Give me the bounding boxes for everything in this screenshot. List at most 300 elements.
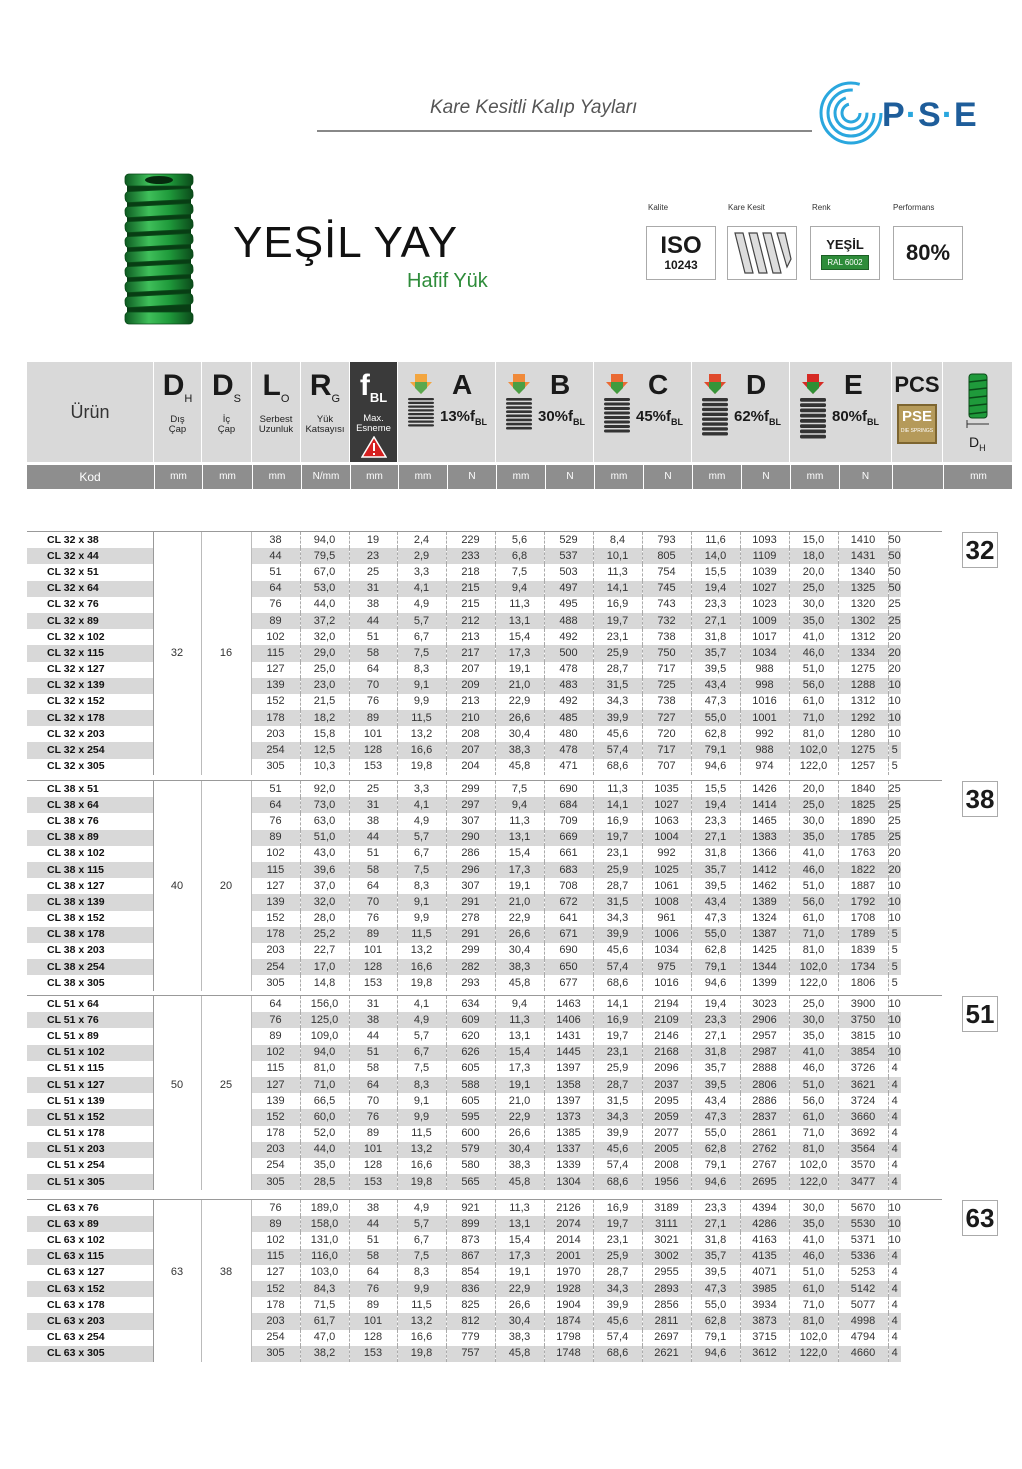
value-cell: 207 [446, 662, 495, 678]
catalog-subtitle: Kare Kesitli Kalıp Yayları [430, 97, 638, 118]
table-row [27, 959, 901, 975]
value-cell: 203 [251, 726, 300, 742]
value-cell: 27,1 [691, 1028, 740, 1044]
value-cell: 16,6 [397, 1158, 446, 1174]
unit-cell: mm [496, 465, 545, 489]
group-b-header [496, 362, 593, 462]
value-cell: 60,0 [300, 1109, 349, 1125]
value-cell: 31 [349, 581, 397, 597]
value-cell: 79,1 [691, 1158, 740, 1174]
value-cell: 212 [446, 613, 495, 629]
unit-cell: mm [398, 465, 447, 489]
value-cell: 1340 [838, 564, 888, 580]
value-cell: 15,4 [495, 629, 544, 645]
value-cell: 725 [642, 678, 691, 694]
value-cell: 25,9 [593, 1249, 642, 1265]
value-cell: 921 [446, 1200, 495, 1216]
value-cell: 28,7 [593, 878, 642, 894]
value-cell: 45,6 [593, 1142, 642, 1158]
value-cell: 3854 [838, 1045, 888, 1061]
value-cell: 53,0 [300, 581, 349, 597]
table-row [27, 1061, 901, 1077]
value-cell: 2695 [740, 1174, 789, 1190]
product-code: CL 38 x 203 [27, 943, 153, 959]
table-row [27, 1346, 901, 1362]
value-cell: 961 [642, 911, 691, 927]
value-cell: 41,0 [789, 846, 838, 862]
value-cell: 125,0 [300, 1012, 349, 1028]
value-cell: 707 [642, 759, 691, 775]
value-cell: 1035 [642, 781, 691, 797]
value-cell: 46,0 [789, 1061, 838, 1077]
value-cell: 58 [349, 645, 397, 661]
value-cell: 3477 [838, 1174, 888, 1190]
value-cell: 153 [349, 1174, 397, 1190]
group-a-header [398, 362, 495, 462]
value-cell: 23,3 [691, 597, 740, 613]
value-cell: 64 [349, 1265, 397, 1281]
value-cell: 480 [544, 726, 593, 742]
value-cell: 94,0 [300, 1045, 349, 1061]
product-title: YEŞİL YAY [233, 218, 459, 267]
value-cell: 23,3 [691, 1012, 740, 1028]
value-cell: 14,0 [691, 548, 740, 564]
value-cell: 7,5 [397, 645, 446, 661]
product-code: CL 63 x 115 [27, 1249, 153, 1265]
value-cell: 31,8 [691, 629, 740, 645]
value-cell: 25,0 [789, 581, 838, 597]
value-cell: 3692 [838, 1126, 888, 1142]
value-cell: 71,0 [789, 1126, 838, 1142]
value-cell: 31,8 [691, 846, 740, 862]
table-row [27, 1045, 901, 1061]
value-cell: 70 [349, 894, 397, 910]
value-cell: 209 [446, 678, 495, 694]
outer-diameter: 32 [153, 645, 201, 661]
value-cell: 483 [544, 678, 593, 694]
value-cell: 3612 [740, 1346, 789, 1362]
value-cell: 215 [446, 597, 495, 613]
value-cell: 89 [349, 1297, 397, 1313]
value-cell: 5253 [838, 1265, 888, 1281]
value-cell: 37,0 [300, 878, 349, 894]
value-cell: 64 [349, 878, 397, 894]
value-cell: 21,0 [495, 894, 544, 910]
value-cell: 500 [544, 645, 593, 661]
value-cell: 13,2 [397, 1142, 446, 1158]
value-cell: 139 [251, 1093, 300, 1109]
value-cell: 690 [544, 943, 593, 959]
inner-diameter [201, 1346, 251, 1362]
unit-cell: N [643, 465, 692, 489]
value-cell: 44,0 [300, 1142, 349, 1158]
value-cell: 5,6 [495, 532, 544, 548]
inner-diameter [201, 1330, 251, 1346]
value-cell: 650 [544, 959, 593, 975]
table-row [27, 911, 901, 927]
value-cell: 31,5 [593, 894, 642, 910]
value-cell: 471 [544, 759, 593, 775]
value-cell: 47,3 [691, 1281, 740, 1297]
value-cell: 1004 [642, 830, 691, 846]
value-cell: 4660 [838, 1346, 888, 1362]
value-cell: 307 [446, 813, 495, 829]
value-cell: 8,3 [397, 662, 446, 678]
table-row [27, 813, 901, 829]
value-cell: 2037 [642, 1077, 691, 1093]
value-cell: 39,9 [593, 927, 642, 943]
header-divider [317, 130, 812, 132]
product-code: CL 32 x 115 [27, 645, 153, 661]
value-cell: 39,5 [691, 1077, 740, 1093]
value-cell: 3621 [838, 1077, 888, 1093]
value-cell: 19,4 [691, 797, 740, 813]
outer-diameter [153, 1330, 201, 1346]
value-cell: 10 [888, 1233, 901, 1246]
value-cell: 26,6 [495, 1297, 544, 1313]
value-cell: 5336 [838, 1249, 888, 1265]
value-cell: 4 [888, 1077, 901, 1093]
inner-diameter [201, 581, 251, 597]
value-cell: 497 [544, 581, 593, 597]
value-cell: 4071 [740, 1265, 789, 1281]
inner-diameter [201, 862, 251, 878]
value-cell: 11,5 [397, 1126, 446, 1142]
value-cell: 14,1 [593, 797, 642, 813]
size-group-badge: 32 [962, 532, 998, 568]
unit-cell: N [839, 465, 891, 489]
table-row [27, 629, 901, 645]
performance-value: 80% [905, 240, 951, 265]
badge-label-performance: Performans [893, 203, 935, 212]
table-row [27, 710, 901, 726]
value-cell: 1463 [544, 996, 593, 1012]
table-row [27, 797, 901, 813]
inner-diameter [201, 996, 251, 1012]
value-cell: 1337 [544, 1142, 593, 1158]
inner-diameter [201, 894, 251, 910]
warning-icon [361, 436, 387, 458]
value-cell: 189,0 [300, 1200, 349, 1216]
value-cell: 708 [544, 878, 593, 894]
group-letter: E [844, 369, 863, 400]
value-cell: 27,1 [691, 830, 740, 846]
value-cell: 16,9 [593, 597, 642, 613]
value-cell: 81,0 [300, 1061, 349, 1077]
value-cell: 25,9 [593, 1061, 642, 1077]
value-cell: 4286 [740, 1216, 789, 1232]
value-cell: 10 [888, 1029, 901, 1042]
product-code: CL 51 x 203 [27, 1142, 153, 1158]
value-cell: 1763 [838, 846, 888, 862]
value-cell: 1039 [740, 564, 789, 580]
value-cell: 1001 [740, 710, 789, 726]
value-cell: 51 [349, 846, 397, 862]
value-cell: 44 [251, 548, 300, 564]
value-cell: 2957 [740, 1028, 789, 1044]
value-cell: 19,7 [593, 1028, 642, 1044]
value-cell: 39,5 [691, 1265, 740, 1281]
value-cell: 1445 [544, 1045, 593, 1061]
value-cell: 1385 [544, 1126, 593, 1142]
value-cell: 203 [251, 1142, 300, 1158]
value-cell: 44 [349, 613, 397, 629]
value-cell: 16,6 [397, 959, 446, 975]
inner-diameter [201, 1200, 251, 1216]
value-cell: 38 [251, 532, 300, 548]
value-cell: 46,0 [789, 645, 838, 661]
value-cell: 41,0 [789, 629, 838, 645]
value-cell: 68,6 [593, 975, 642, 991]
value-cell: 22,9 [495, 694, 544, 710]
inner-diameter [201, 1126, 251, 1142]
value-cell: 9,9 [397, 911, 446, 927]
inner-diameter [201, 548, 251, 564]
value-cell: 2,4 [397, 532, 446, 548]
value-cell: 44 [349, 1028, 397, 1044]
value-cell: 19,4 [691, 996, 740, 1012]
value-cell: 89 [349, 710, 397, 726]
value-cell: 5,7 [397, 830, 446, 846]
inner-diameter [201, 694, 251, 710]
value-cell: 11,3 [593, 781, 642, 797]
value-cell: 51,0 [789, 1265, 838, 1281]
value-cell: 1734 [838, 959, 888, 975]
value-cell: 128 [349, 1330, 397, 1346]
value-cell: 12,5 [300, 742, 349, 758]
value-cell: 683 [544, 862, 593, 878]
outer-diameter [153, 710, 201, 726]
value-cell: 3,3 [397, 781, 446, 797]
outer-diameter [153, 1174, 201, 1190]
value-cell: 15,5 [691, 564, 740, 580]
value-cell: 20 [888, 847, 901, 860]
value-cell: 229 [446, 532, 495, 548]
value-cell: 61,7 [300, 1313, 349, 1329]
value-cell: 38,3 [495, 1330, 544, 1346]
value-cell: 4 [891, 1159, 898, 1172]
value-cell: 9,4 [495, 797, 544, 813]
value-cell: 94,6 [691, 759, 740, 775]
value-cell: 4 [888, 1174, 901, 1190]
table-row [27, 1142, 901, 1158]
value-cell: 2194 [642, 996, 691, 1012]
green-spring-icon [123, 172, 195, 328]
value-cell: 102 [251, 1045, 300, 1061]
outer-diameter [153, 996, 201, 1012]
product-code: CL 63 x 254 [27, 1330, 153, 1346]
value-cell: 720 [642, 726, 691, 742]
value-cell: 204 [446, 759, 495, 775]
value-cell: 32,0 [300, 894, 349, 910]
value-cell: 19,1 [495, 1077, 544, 1093]
value-cell: 56,0 [789, 894, 838, 910]
outer-diameter [153, 1109, 201, 1125]
value-cell: 50 [888, 533, 901, 546]
value-cell: 13,1 [495, 830, 544, 846]
value-cell: 1334 [838, 645, 888, 661]
value-cell: 71,0 [789, 1297, 838, 1313]
value-cell: 4 [888, 1142, 901, 1158]
value-cell: 39,5 [691, 878, 740, 894]
value-cell: 1302 [838, 613, 888, 629]
value-cell: 1288 [838, 678, 888, 694]
value-cell: 282 [446, 959, 495, 975]
value-cell: 1839 [838, 943, 888, 959]
value-cell: 9,9 [397, 1109, 446, 1125]
value-cell: 293 [446, 975, 495, 991]
pse-logo-icon [818, 80, 884, 146]
value-cell: 4 [891, 1127, 898, 1140]
inner-diameter [201, 613, 251, 629]
value-cell: 19,8 [397, 975, 446, 991]
value-cell: 30,0 [789, 1012, 838, 1028]
value-cell: 62,8 [691, 1142, 740, 1158]
table-row [27, 564, 901, 580]
value-cell: 3934 [740, 1297, 789, 1313]
value-cell: 64 [349, 662, 397, 678]
brand-logo: P·S·E [882, 96, 978, 134]
value-cell: 25 [888, 814, 901, 827]
value-cell: 71,5 [300, 1297, 349, 1313]
value-cell: 122,0 [789, 1174, 838, 1190]
value-cell: 23 [349, 548, 397, 564]
table-row [27, 1012, 901, 1028]
value-cell: 25,0 [789, 797, 838, 813]
table-row [27, 581, 901, 597]
product-code: CL 38 x 102 [27, 846, 153, 862]
value-cell: 81,0 [789, 1142, 838, 1158]
value-cell: 1312 [838, 629, 888, 645]
value-cell: 1304 [544, 1174, 593, 1190]
value-cell: 1904 [544, 1297, 593, 1313]
value-cell: 5077 [838, 1297, 888, 1313]
value-cell: 13,1 [495, 1028, 544, 1044]
value-cell: 854 [446, 1265, 495, 1281]
value-cell: 43,4 [691, 1093, 740, 1109]
value-cell: 19,7 [593, 830, 642, 846]
table-row [27, 1232, 901, 1248]
value-cell: 11,5 [397, 927, 446, 943]
value-cell: 178 [251, 927, 300, 943]
value-cell: 7,5 [495, 781, 544, 797]
table-row [27, 1174, 901, 1190]
product-code: CL 32 x 127 [27, 662, 153, 678]
pse-stamp-icon: PSE DIE SPRINGS [897, 404, 937, 444]
value-cell: 2893 [642, 1281, 691, 1297]
table-row [27, 975, 901, 991]
outer-diameter [153, 581, 201, 597]
value-cell: 89 [251, 830, 300, 846]
inner-diameter [201, 943, 251, 959]
product-code: CL 63 x 127 [27, 1265, 153, 1281]
value-cell: 51,0 [300, 830, 349, 846]
value-cell: 31,5 [593, 1093, 642, 1109]
value-cell: 672 [544, 894, 593, 910]
badge-label-section: Kare Kesit [728, 203, 765, 212]
value-cell: 208 [446, 726, 495, 742]
value-cell: 62,8 [691, 1313, 740, 1329]
value-cell: 35,0 [789, 613, 838, 629]
value-cell: 158,0 [300, 1216, 349, 1232]
value-cell: 5 [888, 927, 901, 943]
unit-cell: mm [594, 465, 643, 489]
value-cell: 537 [544, 548, 593, 564]
value-cell: 1292 [838, 710, 888, 726]
product-code: CL 38 x 254 [27, 959, 153, 975]
table-row [27, 597, 901, 613]
inner-diameter [201, 710, 251, 726]
inner-diameter [201, 813, 251, 829]
table-row [27, 742, 901, 758]
product-code: CL 32 x 139 [27, 678, 153, 694]
value-cell: 51 [251, 781, 300, 797]
value-cell: 1027 [642, 797, 691, 813]
value-cell: 299 [446, 943, 495, 959]
value-cell: 71,0 [789, 710, 838, 726]
value-cell: 152 [251, 911, 300, 927]
inner-diameter [201, 1109, 251, 1125]
value-cell: 6,7 [397, 629, 446, 645]
value-cell: 5 [891, 976, 898, 989]
value-cell: 5530 [838, 1216, 888, 1232]
value-cell: 1785 [838, 830, 888, 846]
value-cell: 2811 [642, 1313, 691, 1329]
value-cell: 71,0 [789, 927, 838, 943]
value-cell: 31,8 [691, 1232, 740, 1248]
value-cell: 71,0 [300, 1077, 349, 1093]
value-cell: 6,8 [495, 548, 544, 564]
value-cell: 38,2 [300, 1346, 349, 1362]
value-cell: 47,3 [691, 694, 740, 710]
value-cell: 4394 [740, 1200, 789, 1216]
value-cell: 13,2 [397, 1313, 446, 1329]
iso-number: 10243 [664, 258, 698, 272]
outer-diameter [153, 532, 201, 548]
col-urun: Ürün [70, 402, 110, 422]
value-cell: 44,0 [300, 597, 349, 613]
value-cell: 19,4 [691, 581, 740, 597]
product-code: CL 32 x 152 [27, 694, 153, 710]
col-fbl: $f_{BL}$ Max. Esneme [350, 362, 397, 462]
value-cell: 4794 [838, 1330, 888, 1346]
inner-diameter [201, 742, 251, 758]
value-cell: 41,0 [789, 1045, 838, 1061]
value-cell: 5 [888, 742, 901, 758]
value-cell: 2,9 [397, 548, 446, 564]
value-cell: 215 [446, 581, 495, 597]
value-cell: 1093 [740, 532, 789, 548]
inner-diameter [201, 597, 251, 613]
inner-diameter [201, 1232, 251, 1248]
value-cell: 4,9 [397, 1200, 446, 1216]
inner-diameter [201, 1028, 251, 1044]
product-code: CL 38 x 127 [27, 878, 153, 894]
value-cell: 4 [888, 1313, 901, 1329]
value-cell: 26,6 [495, 710, 544, 726]
value-cell: 64 [251, 996, 300, 1012]
value-cell: 605 [446, 1093, 495, 1109]
value-cell: 2014 [544, 1232, 593, 1248]
value-cell: 754 [642, 564, 691, 580]
outer-diameter [153, 1297, 201, 1313]
value-cell: 15,4 [495, 846, 544, 862]
value-cell: 3,3 [397, 564, 446, 580]
value-cell: 153 [349, 1346, 397, 1362]
value-cell: 35,7 [691, 1249, 740, 1265]
inner-diameter [201, 911, 251, 927]
value-cell: 2008 [642, 1158, 691, 1174]
